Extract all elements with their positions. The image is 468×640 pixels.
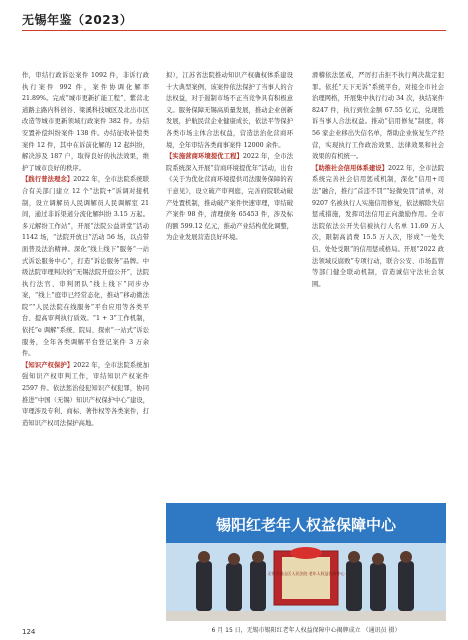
photo-plaque-text: 无锡市惠山区人民法院 老年人权益保障中心 xyxy=(267,571,345,576)
text-column-1 xyxy=(22,70,149,429)
header-rule xyxy=(22,30,446,31)
running-header-title: 无锡年鉴（2023） xyxy=(22,13,133,27)
photo-banner-text: 锡阳红老年人权益保障中心 xyxy=(215,516,397,534)
paragraph: 【践行普法理念】2022 年，全市法院系统联合有关部门建立 12 个“法院+”诉调对接机制，设立调解员人民调解员人民调解室 21 间，通过非诉渠道分流化解纠纷 3.15 万起。多元解纷工作站”，开展“法院公益讲堂”活动 1142 场，“法院开放日”活动 56 场，以点带面普及法治精神。深化“线上线下”服务“一站式诉讼服务中心”，打造“诉讼服务”品牌。中级法院审理判决的“无锡法院开庭公开”，法院执行法官、审判团队“线上线下”同步办案，“线上”庭审已经常态化，推动“移动微法院”“人民法院在线服务”平台应用等各类平台、提高审判执行质效。“1 + 3”工作机制，依托“e 调解”系统、院局、探索“一站式”诉讼服务，全年各类调解平台登记案件 3 万余件。 xyxy=(22,176,149,358)
paragraph: 【实施营商环境提优工程】2022 年，全市法院系统深入开展“营商环境提优年”活动，出台《关于为优化营商环境提供司法服务保障的若干意见》，设立破产审判庭，完善府院联动破产处置机制，推动破产案件快速审理，审结破产案件 98 件，清理债务 65453 件，涉及标的额 599.12 亿元，推动产业结构优化调整，为企业发展营造良好环境。 xyxy=(166,153,293,242)
text-column-2 xyxy=(166,70,293,244)
paragraph: 【知识产权保护】2022 年，全市法院系统加强知识产权审判工作，审结知识产权案件 2597 件。依法惩治侵犯知识产权犯罪，协同推进“中国（无锡）知识产权保护中心”建设，审理涉及专利、商标、著作权等各类案件，打造知识产权司法保护高地。 xyxy=(22,361,149,427)
text-column-3 xyxy=(312,70,444,290)
page-number: 124 xyxy=(22,628,36,636)
paragraph: 滑稽依法惩戒，严厉打击拒不执行判决裁定犯罪。依托“天下无诉”系统平台，对接全市社会治理网格，开展集中执行行动 34 次，执结案件 8247 件，执行到位金额 67.55 亿元，兑现胜诉当事人合法权益。推动“信用修复”制度，将 56 家企业移出失信名单，帮助企业恢复生产经营，实现执行工作政治效果、法律效果和社会效果的有机统一。 xyxy=(312,72,444,161)
event-photo xyxy=(166,503,446,621)
photo-illustration xyxy=(166,503,446,621)
paragraph: 【助推社会信用体系建设】2022 年，全市法院系统完善社会信用惩戒机制，深化“信用+司法”融合，推行“首违不罚”“轻微免罚”清单，对 9207 名被执行人实施信用修复，依法解除失信惩戒措施，发挥司法信用正向激励作用。全市法院依法公开失信被执行人名单 11.69 万人次，限制高消费 15.5 万人次，形成“一处失信、处处受限”的信用惩戒格局。开展“2022 政法领域反腐败”专项行动，联合公安、市场监管等部门健全联动机制，营造诚信守法社会氛围。 xyxy=(312,164,445,288)
photo-caption: 6 月 15 日，无锡市锡阳红老年人权益保障中心揭牌成立 （通讯员 摄） xyxy=(211,627,401,634)
paragraph: 拟），江苏省法院推动知识产权确权体系建设十大典型案例，该案件依法保护了当事人的合法权益，对于遏制市场不正当竞争具有积极意义。服务保障无锡高质量发展，推动企业创新发展，护航民营企业健康成长，依法平等保护各类市场主体合法权益，营造法治化营商环境，全年审结各类商事案件 12000 余件。 xyxy=(166,72,293,149)
paragraph: 作，审结行政诉讼案件 1092 件，非诉行政执行案件 992 件，案件协调化解率 21.89%。完成“城市更新扩能工程”、紫营北道路主路内科创谷、梁溪科技城区及北出市区改造等城市更新领域行政案件 382 件。办结安置补偿纠纷案件 138 件。办结征收补偿类案件 12 件，其中在诉前化解的 12 起纠纷，解决涉及 187 户，取得良好的执法效果，维护了城市良好的秩序。 xyxy=(22,72,149,172)
